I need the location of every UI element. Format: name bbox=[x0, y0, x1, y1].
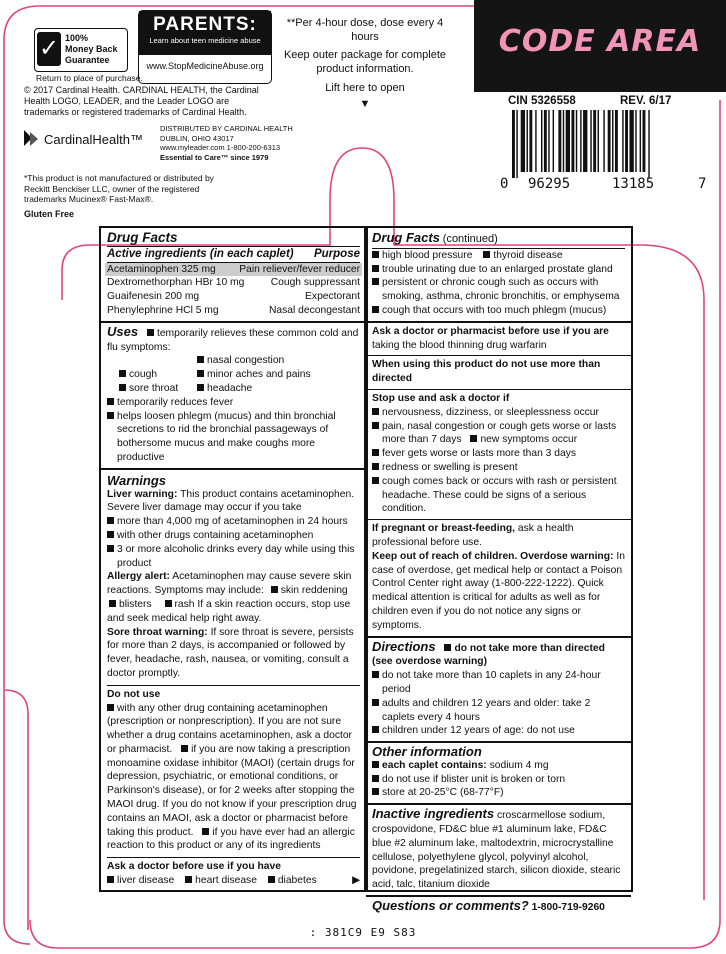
distributor-line-2: DUBLIN, OHIO 43017 bbox=[160, 133, 234, 143]
liver-warning-text: This product contains acetaminophen. Severe liver damage may occur if you take bbox=[107, 488, 355, 514]
allergy-item: blisters bbox=[119, 598, 152, 610]
inactive-header: Inactive ingredients bbox=[372, 806, 495, 822]
parents-badge bbox=[138, 10, 272, 84]
barcode-bar bbox=[544, 110, 547, 172]
ingredient-purpose: Cough suppressant bbox=[270, 277, 360, 289]
return-note: Return to place of purchase. bbox=[36, 73, 143, 83]
barcode-bar bbox=[541, 110, 542, 172]
stop-item-new-symptoms: new symptoms occur bbox=[480, 434, 578, 446]
questions-header: Questions or comments? bbox=[372, 898, 529, 914]
bullet-icon bbox=[197, 356, 204, 363]
bullet-icon bbox=[197, 384, 204, 391]
bullet-icon bbox=[470, 435, 477, 442]
bullet-icon bbox=[444, 644, 451, 651]
ask-doctor-header: Ask a doctor before use if you have bbox=[107, 861, 281, 873]
barcode-bar bbox=[635, 110, 636, 172]
bullet-icon bbox=[109, 600, 116, 607]
liver-warning-label: Liver warning: bbox=[107, 488, 178, 500]
barcode-bar bbox=[558, 110, 561, 172]
ingredient-row bbox=[105, 263, 362, 277]
allergy-label: Allergy alert: bbox=[107, 571, 170, 583]
checkmark-icon: ✓ bbox=[37, 32, 61, 66]
cardinal-logo-icon bbox=[22, 128, 44, 150]
bottom-code: : 381C9 E9 S83 bbox=[309, 926, 417, 939]
distributor-line-1: DISTRIBUTED BY CARDINAL HEALTH bbox=[160, 124, 293, 133]
ingredient-name: Guaifenesin 200 mg bbox=[107, 291, 200, 303]
barcode-bar bbox=[622, 110, 623, 172]
ingredient-name: Dextromethorphan HBr 10 mg bbox=[107, 277, 245, 289]
barcode-bar bbox=[580, 110, 581, 172]
ask-item: liver disease bbox=[117, 875, 175, 887]
barcode-bar bbox=[612, 110, 613, 172]
parents-subtitle: Learn about teen medicine abuse bbox=[149, 36, 261, 45]
bullet-icon bbox=[483, 251, 490, 258]
dose-note: **Per 4-hour dose, dose every 4 hours bbox=[286, 17, 444, 43]
barcode-bar bbox=[593, 110, 596, 172]
condition-item: high blood pressure bbox=[382, 249, 473, 261]
continue-arrow-icon: ▶ bbox=[352, 875, 360, 887]
condition-item: cough that occurs with too much phlegm (mucus) bbox=[382, 304, 607, 316]
drug-facts-continued-title: Drug Facts bbox=[372, 230, 440, 245]
bullet-icon bbox=[185, 876, 192, 883]
money-back-badge bbox=[34, 28, 128, 72]
lift-instructions bbox=[275, 17, 455, 111]
allergy-item: rash bbox=[174, 598, 195, 610]
direction-item: adults and children 12 years and older: take 2 caplets every 4 hours bbox=[382, 697, 591, 723]
questions-section bbox=[366, 897, 631, 918]
bullet-icon bbox=[372, 477, 379, 484]
pregnant-label: If pregnant or breast-feeding, bbox=[372, 523, 516, 535]
do-not-use-1: with any other drug containing acetaminophen (prescription or nonprescription). If you are not sure whether a drug contains acetaminophen, ask a doctor or pharmacist. bbox=[107, 702, 352, 755]
directions-first: do not take more than directed (see overdose warning) bbox=[372, 642, 605, 668]
barcode-bar bbox=[583, 110, 587, 172]
other-item: store at 20-25°C (68-77°F) bbox=[382, 787, 504, 799]
bullet-icon bbox=[372, 788, 379, 795]
bullet-icon bbox=[372, 463, 379, 470]
bullet-icon bbox=[181, 745, 188, 752]
bullet-icon bbox=[372, 422, 379, 429]
sore-throat-label: Sore throat warning: bbox=[107, 626, 208, 638]
bullet-icon bbox=[372, 278, 379, 285]
stop-item: fever gets worse or lasts more than 3 days bbox=[382, 448, 577, 460]
lift-here[interactable]: Lift here to open bbox=[325, 82, 405, 94]
ask-item: diabetes bbox=[277, 875, 317, 887]
inactive-section bbox=[366, 805, 631, 897]
bullet-icon bbox=[107, 545, 114, 552]
barcode-bar bbox=[521, 110, 525, 172]
bullet-icon bbox=[165, 600, 172, 607]
money-back-line-3: Guarantee bbox=[65, 55, 110, 65]
allergy-tail: If a skin reaction occurs, stop use and seek medical help right away. bbox=[107, 598, 351, 624]
distributor-line-4: Essential to Care™ since 1979 bbox=[160, 152, 269, 162]
bullet-icon bbox=[372, 699, 379, 706]
bullet-icon bbox=[372, 726, 379, 733]
stop-item: nervousness, dizziness, or sleeplessness occur bbox=[382, 406, 599, 418]
cardinal-health-brand: CardinalHealth™ bbox=[44, 132, 143, 147]
ingredient-purpose: Expectorant bbox=[305, 291, 360, 303]
ingredient-row bbox=[107, 290, 360, 304]
bullet-icon bbox=[372, 265, 379, 272]
phone-number[interactable]: 1-800-719-9260 bbox=[531, 902, 605, 914]
keep-outer-note: Keep outer package for complete product information. bbox=[283, 49, 447, 75]
do-not-use-3: if you have ever had an allergic reaction to this product or any of its ingredients bbox=[107, 826, 355, 852]
sore-throat-text: If sore throat is severe, persists for more than 2 days, is accompanied or followed by fever, headache, rash, nausea, or vomiting, consult a doctor promptly. bbox=[107, 626, 354, 679]
other-info-section bbox=[366, 743, 631, 805]
distributor-line-3: www.myleader.com 1-800-200-6313 bbox=[160, 143, 281, 152]
uses-item: headache bbox=[207, 382, 253, 394]
uses-item: helps loosen phlegm (mucus) and thin bronchial secretions to rid the bronchial passageways of bothersome mucus and make coughs more productive bbox=[117, 410, 336, 463]
stop-item: redness or swelling is present bbox=[382, 461, 518, 473]
uses-header: Uses bbox=[107, 323, 139, 339]
barcode-bar bbox=[529, 110, 532, 172]
ingredient-name: Acetaminophen 325 mg bbox=[107, 263, 216, 275]
drug-facts-right-panel bbox=[364, 226, 633, 914]
drug-facts-title: Drug Facts bbox=[107, 231, 360, 247]
barcode-digit-3: 13185 bbox=[612, 176, 655, 192]
barcode-bar bbox=[535, 110, 536, 172]
bullet-icon bbox=[107, 412, 114, 419]
condition-item: trouble urinating due to an enlarged prostate gland bbox=[382, 263, 613, 275]
ask-pharmacist-label: Ask a doctor or pharmacist before use if you are bbox=[372, 325, 609, 337]
keep-out-text: In case of overdose, get medical help or contact a Poison Control Center right away (1-800-222-1222). Quick medical attention is critical for adults as well as for children even if you do not notice any signs or symptoms. bbox=[372, 550, 625, 631]
barcode-bar bbox=[576, 110, 577, 172]
bullet-icon bbox=[197, 370, 204, 377]
barcode-bar bbox=[608, 110, 611, 172]
stop-item: cough comes back or occurs with rash or persistent headache. These could be signs of a serious condition. bbox=[382, 475, 617, 515]
code-area bbox=[474, 0, 726, 92]
gluten-free: Gluten Free bbox=[24, 209, 75, 219]
uses-item: minor aches and pains bbox=[207, 369, 311, 381]
disclaimer: *This product is not manufactured or distributed by Reckitt Benckiser LLC, owner of the registered trademarks Mucinex® Fast-Max®. bbox=[24, 173, 214, 204]
down-arrow-icon: ▼ bbox=[359, 97, 371, 110]
bullet-icon bbox=[268, 876, 275, 883]
bullet-icon bbox=[372, 775, 379, 782]
bullet-icon bbox=[119, 370, 126, 377]
liver-item: with other drugs containing acetaminophen bbox=[117, 529, 314, 541]
other-item: do not use if blister unit is broken or torn bbox=[382, 773, 566, 785]
bullet-icon bbox=[107, 517, 114, 524]
uses-item: temporarily reduces fever bbox=[117, 396, 234, 408]
trademark-notice: © 2017 Cardinal Health. CARDINAL HEALTH, the Cardinal Health LOGO, LEADER, and the Leader LOGO are trademarks or registered trademarks of Cardinal Health. bbox=[24, 85, 259, 117]
active-ingredients-header: Active ingredients (in each caplet) bbox=[107, 247, 294, 260]
barcode-bar bbox=[603, 110, 604, 172]
barcode-bar bbox=[548, 110, 549, 172]
bullet-icon bbox=[107, 398, 114, 405]
barcode-bar bbox=[563, 110, 564, 172]
stop-item: pain, nasal congestion or cough gets worse or lasts more than 7 days bbox=[382, 420, 617, 446]
drug-facts-left-panel bbox=[99, 226, 368, 892]
bullet-icon bbox=[107, 876, 114, 883]
parents-url: www.StopMedicineAbuse.org bbox=[146, 61, 264, 71]
warnings-header: Warnings bbox=[107, 472, 166, 488]
allergy-item: skin reddening bbox=[280, 585, 348, 597]
barcode-bar bbox=[629, 110, 633, 172]
bullet-icon bbox=[372, 761, 379, 768]
bullet-icon bbox=[271, 586, 278, 593]
ingredient-purpose: Nasal decongestant bbox=[268, 304, 360, 316]
distributor-info bbox=[160, 124, 293, 162]
when-using-note: When using this product do not use more than directed bbox=[372, 359, 601, 385]
bullet-icon bbox=[372, 671, 379, 678]
warnings-section bbox=[101, 470, 366, 891]
barcode-bar bbox=[648, 110, 649, 178]
barcode-bar bbox=[615, 110, 618, 172]
bullet-icon bbox=[107, 531, 114, 538]
other-info-header: Other information bbox=[372, 744, 482, 760]
purpose-header: Purpose bbox=[313, 247, 360, 260]
barcode-bar bbox=[625, 110, 628, 172]
barcode-bar bbox=[571, 110, 574, 172]
uses-item: cough bbox=[129, 369, 158, 381]
ingredient-purpose: Pain reliever/fever reducer bbox=[239, 263, 360, 275]
barcode-bar bbox=[553, 110, 554, 172]
bullet-icon bbox=[372, 306, 379, 313]
condition-item: persistent or chronic cough such as occurs with smoking, asthma, chronic bronchitis, or emphysema bbox=[382, 277, 620, 303]
condition-item: thyroid disease bbox=[493, 249, 563, 261]
barcode-bar bbox=[590, 110, 591, 172]
bullet-icon bbox=[119, 384, 126, 391]
liver-item: more than 4,000 mg of acetaminophen in 24 hours bbox=[117, 516, 348, 528]
cardinal-health-logo bbox=[22, 127, 152, 151]
barcode-bar bbox=[527, 110, 528, 172]
uses-section bbox=[101, 323, 366, 470]
bullet-icon bbox=[107, 704, 114, 711]
uses-lead: temporarily relieves these common cold and flu symptoms: bbox=[107, 327, 359, 353]
continued-label: (continued) bbox=[442, 233, 498, 245]
directions-section bbox=[366, 638, 631, 744]
ingredient-row bbox=[107, 304, 360, 318]
parents-title: PARENTS: bbox=[153, 14, 257, 35]
money-back-line-1: 100% bbox=[65, 33, 89, 43]
bullet-icon bbox=[372, 408, 379, 415]
barcode-digit-4: 7 bbox=[698, 176, 707, 192]
directions-header: Directions bbox=[372, 638, 436, 654]
do-not-use-header: Do not use bbox=[107, 688, 161, 700]
liver-item: 3 or more alcoholic drinks every day while using this product bbox=[117, 543, 355, 569]
code-area-label: CODE AREA bbox=[498, 24, 702, 59]
barcode bbox=[512, 110, 698, 178]
ask-pharmacist-text: taking the blood thinning drug warfarin bbox=[372, 339, 547, 351]
revision: REV. 6/17 bbox=[620, 95, 672, 107]
barcode-bar bbox=[643, 110, 646, 172]
cin-number: CIN 5326558 bbox=[508, 95, 576, 107]
money-back-line-2: Money Back bbox=[65, 44, 118, 54]
uses-item: sore throat bbox=[129, 382, 179, 394]
direction-item: do not take more than 10 caplets in any 24-hour period bbox=[382, 670, 601, 695]
do-not-use-2: if you are now taking a prescription monoamine oxidase inhibitor (MAOI) (certain drugs for depression, psychiatric, or emotional conditions, or Parkinson's disease), or for 2 weeks after stopping the MAOI drug. If you do not know if your prescription drug contains an MAOI, ask a doctor or pharmacist before taking this product. bbox=[107, 743, 357, 838]
barcode-bar bbox=[516, 110, 517, 178]
ingredient-row bbox=[107, 276, 360, 290]
ingredient-name: Phenylephrine HCl 5 mg bbox=[107, 304, 219, 316]
barcode-bar bbox=[512, 110, 515, 178]
bullet-icon bbox=[372, 251, 379, 258]
bullet-icon bbox=[202, 828, 209, 835]
ask-item: heart disease bbox=[195, 875, 257, 887]
direction-item: children under 12 years of age: do not use bbox=[382, 725, 575, 737]
stop-use-header: Stop use and ask a doctor if bbox=[372, 392, 510, 404]
inactive-text: croscarmellose sodium, crospovidone, FD&C blue #1 aluminum lake, FD&C blue #2 aluminum lake, maltodextrin, microcrystalline cellulose, polyethylene glycol, polyvinyl alcohol, povidone, pregelatinized starch, silicon dioxide, stearic acid, talc, titanium dioxide bbox=[372, 810, 621, 891]
barcode-bar bbox=[598, 110, 599, 172]
uses-item: nasal congestion bbox=[207, 355, 285, 367]
keep-out-label: Keep out of reach of children. Overdose warning: bbox=[372, 550, 614, 562]
bullet-icon bbox=[372, 449, 379, 456]
barcode-digit-2: 96295 bbox=[528, 176, 571, 192]
allergy-text: Acetaminophen may cause severe skin reactions. Symptoms may include: bbox=[107, 571, 352, 597]
barcode-bar bbox=[566, 110, 570, 172]
pregnant-text: ask a health professional before use. bbox=[372, 523, 574, 548]
barcode-bar bbox=[640, 110, 641, 172]
sodium-content: sodium 4 mg bbox=[489, 759, 549, 771]
other-item: each caplet contains: bbox=[382, 759, 487, 771]
barcode-digit-1: 0 bbox=[500, 176, 509, 192]
